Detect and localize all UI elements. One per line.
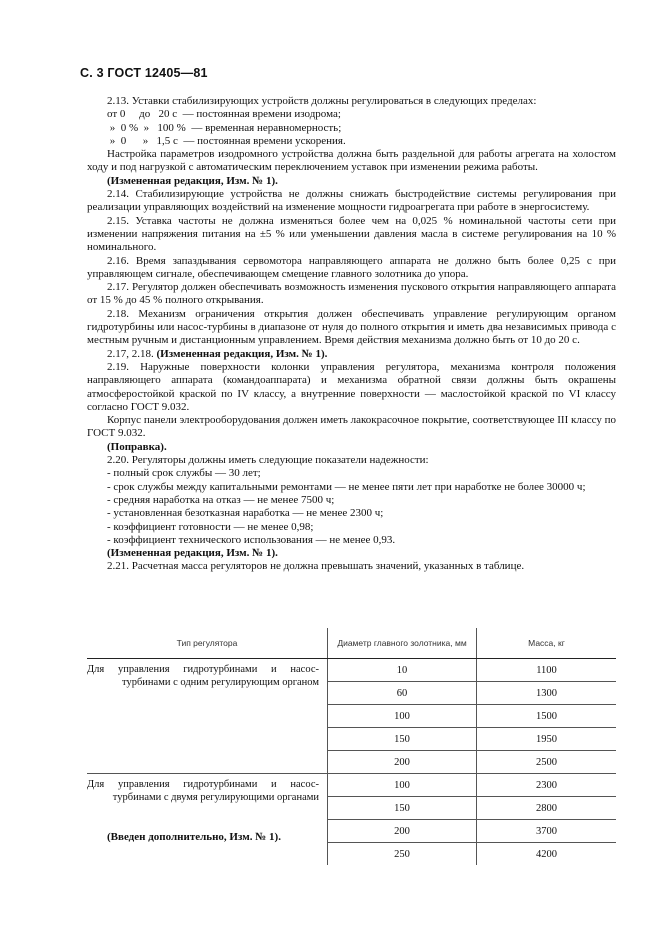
clause-2-13-edit-note: (Измененная редакция, Изм. № 1). xyxy=(107,174,278,187)
mass-cell: 2500 xyxy=(477,751,617,774)
header-diameter: Диаметр главного золотника, мм xyxy=(328,628,477,659)
edit-prefix: 2.17, 2.18. xyxy=(107,347,157,360)
mass-cell: 1100 xyxy=(477,659,617,682)
amendment-note: (Введен дополнительно, Изм. № 1). xyxy=(107,831,281,843)
clause-2-21: 2.21. Расчетная масса регуляторов не должна превышать значений, указанных в таблице. xyxy=(107,560,525,573)
table-row xyxy=(87,659,616,682)
mass-cell: 1500 xyxy=(477,705,617,728)
reliability-item: - срок службы между капитальными ремонтами — не менее пяти лет при наработке не более 30000 ч; xyxy=(107,480,586,493)
diameter-cell: 60 xyxy=(328,682,477,705)
clause-2-16: 2.16. Время запаздывания сервомотора направляющего аппарата не должно быть более 0,25 с при управляющем сигнале, обеспечивающем смещение главного золотника до упора. xyxy=(87,254,616,280)
clause-2-20-edit-note: (Измененная редакция, Изм. № 1). xyxy=(107,547,278,560)
reliability-item: - коэффициент технического использования — не менее 0,93. xyxy=(107,533,396,546)
mass-cell: 2800 xyxy=(477,797,617,820)
reliability-item: - установленная безотказная наработка — не менее 2300 ч; xyxy=(107,507,384,520)
diameter-cell: 250 xyxy=(328,843,477,866)
diameter-cell: 100 xyxy=(328,705,477,728)
clause-2-13-intro: 2.13. Уставки стабилизирующих устройств должны регулироваться в следующих пределах: xyxy=(107,95,537,107)
clause-2-17-2-18-edit xyxy=(87,348,616,361)
clause-2-19-correction: (Поправка). xyxy=(107,440,167,453)
regulator-type-double: Для управления гидротурбинами и насос-турбинами с двумя регулирующими органами xyxy=(87,774,328,866)
clause-2-14: 2.14. Стабилизирующие устройства не должны снижать быстродействие системы регулирования при реализации управляющих воздействий на изменение мощности гидроагрегата при работе в энергосистему. xyxy=(87,188,616,214)
clause-2-19: 2.19. Наружные поверхности колонки управления регулятора, механизма контроля положения направляющего аппарата (командоаппарата) и механизма обратной связи должны быть окрашены атмосферостойкой краской по IV классу, а внутренние поверхности — маслостойкой краской по VI классу согласно ГОСТ 9.032. xyxy=(87,360,616,413)
reliability-item: - средняя наработка на отказ — не менее 7500 ч; xyxy=(107,493,335,506)
page-header: С. 3 ГОСТ 12405—81 xyxy=(80,66,208,80)
table-row xyxy=(87,774,616,797)
edit-note: (Измененная редакция, Изм. № 1). xyxy=(156,347,328,360)
diameter-cell: 150 xyxy=(328,728,477,751)
reliability-item: - полный срок службы — 30 лет; xyxy=(107,467,261,480)
clause-2-15: 2.15. Уставка частоты не должна изменяться более чем на 0,025 % номинальной частоты сети при изменении напряжения питания на ±5 % или уменьшении давления масла в системе регулирования на 10 % номинального. xyxy=(87,214,616,254)
clause-2-20-intro: 2.20. Регуляторы должны иметь следующие показатели надежности: xyxy=(107,454,429,467)
diameter-cell: 200 xyxy=(328,751,477,774)
clause-2-13-range-2: » 0 % » 100 % — временная неравномерность; xyxy=(107,121,342,134)
header-mass: Масса, кг xyxy=(477,628,617,659)
clause-2-13-text: Настройка параметров изодромного устройства должна быть раздельной для работы агрегата на холостом ходу и под нагрузкой с автоматическим переключением уставок при изменении режима работы. xyxy=(87,148,616,174)
document-body xyxy=(87,95,616,574)
mass-cell: 3700 xyxy=(477,820,617,843)
mass-table xyxy=(87,628,616,865)
diameter-cell: 200 xyxy=(328,820,477,843)
mass-cell: 1300 xyxy=(477,682,617,705)
mass-cell: 4200 xyxy=(536,848,557,860)
clause-2-13-range-3: » 0 » 1,5 с — постоянная времени ускорения. xyxy=(107,134,346,147)
diameter-cell: 100 xyxy=(328,774,477,797)
diameter-cell: 10 xyxy=(328,659,477,682)
clause-2-17: 2.17. Регулятор должен обеспечивать возможность изменения пускового открытия направляющего аппарата от 15 % до 45 % полного открывания. xyxy=(87,281,616,307)
reliability-item: - коэффициент готовности — не менее 0,98; xyxy=(107,520,314,533)
diameter-cell: 150 xyxy=(328,797,477,820)
mass-cell: 1950 xyxy=(477,728,617,751)
clause-2-19-panel: Корпус панели электрооборудования должен иметь лакокрасочное покрытие, соответствующее III классу по ГОСТ 9.032. xyxy=(87,414,616,440)
clause-2-13-range-1: от 0 до 20 с — постоянная времени изодрома; xyxy=(107,108,341,121)
table-header-row xyxy=(87,628,616,659)
mass-cell: 2300 xyxy=(477,774,617,797)
header-type: Тип регулятора xyxy=(87,628,328,659)
clause-2-18: 2.18. Механизм ограничения открытия должен обеспечивать управление регулирующим органом гидротурбины или насос-турбины в диапазоне от нуля до полного открытия и иметь два независимых привода с местным ручным и дистанционным управлением. Время действия механизма должно быть от 10 до 20 с. xyxy=(87,307,616,347)
regulator-type-single: Для управления гидротурбинами и насос-турбинами с одним регулирующим органом xyxy=(87,659,328,774)
